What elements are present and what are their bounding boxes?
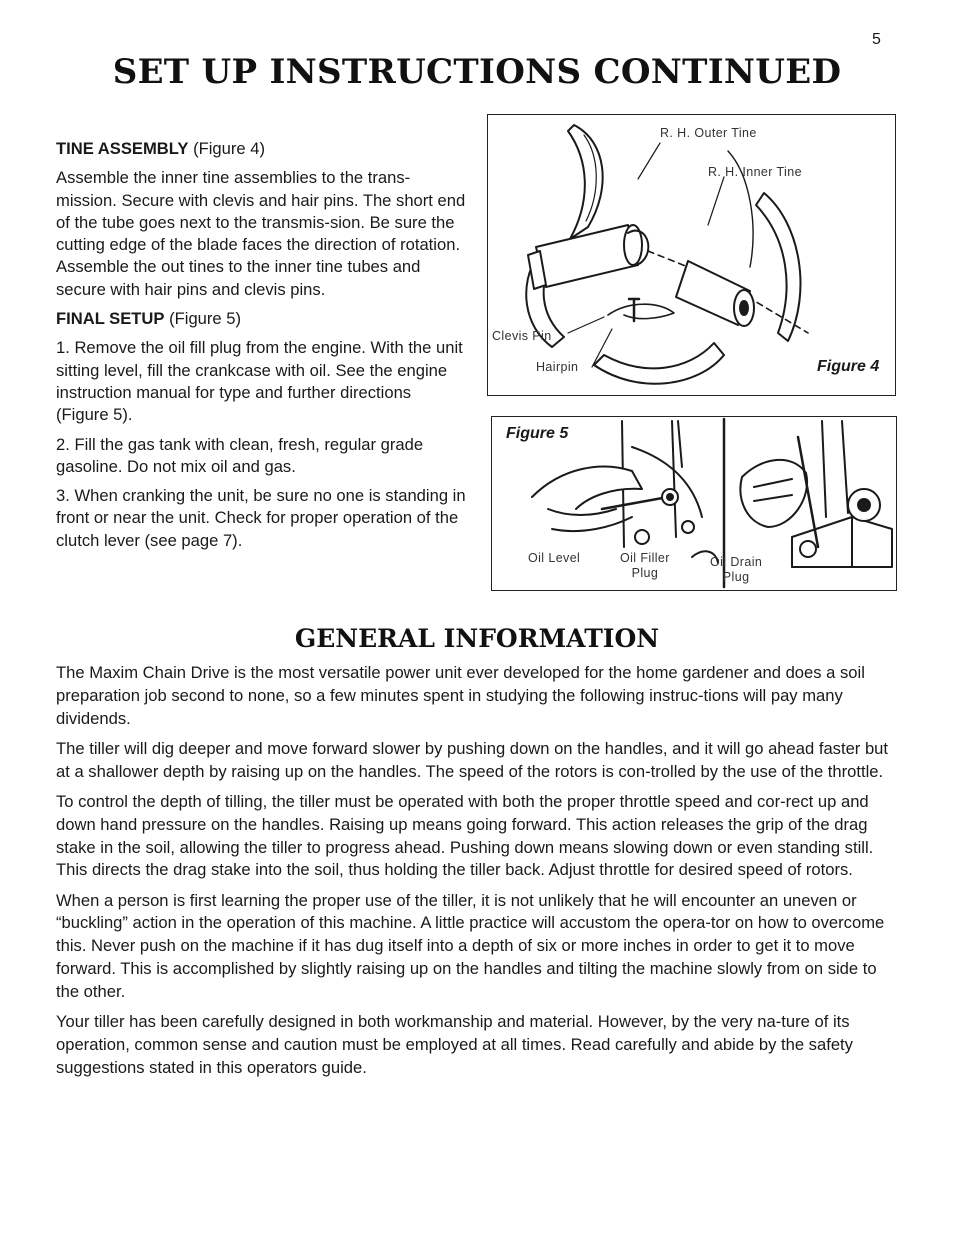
oil-filler-label-line-1: Oil Filler [620, 551, 670, 565]
inner-tine-label: R. H. Inner Tine [708, 165, 802, 179]
general-information-title: GENERAL INFORMATION [294, 624, 660, 653]
final-setup-figure-ref: (Figure 5) [164, 309, 242, 329]
final-setup-heading [56, 308, 468, 330]
figure-5-caption: Figure 5 [506, 425, 569, 442]
general-paragraph-2: The tiller will dig deeper and move forward slower by pushing down on the handles, and it will go ahead faster but at a shallower depth by raising up on the handles. The speed of the rotors is con-trolled by the use of the throttle. [56, 738, 889, 781]
general-paragraph-5: Your tiller has been carefully designed in both workmanship and material. However, by the very na-ture of its operation, common sense and caution must be employed at all times. Read carefully and abide by the safety suggestions stated in this operators guide. [56, 1012, 853, 1077]
final-setup-step-2: 2. Fill the gas tank with clean, fresh, regular grade gasoline. Do not mix oil and gas. [56, 434, 424, 476]
final-setup-step-1: 1. Remove the oil fill plug from the engine. With the unit sitting level, fill the crankcase with oil. See the engine instruction manual for type and further directions (Figure 5). [56, 338, 463, 425]
oil-drain-label-line-2: Plug [722, 570, 750, 584]
tine-assembly-heading [56, 138, 468, 160]
outer-tine-label: R. H. Outer Tine [660, 126, 757, 140]
clevis-pin-label: Clevis Pin [492, 329, 552, 343]
general-paragraph-4: When a person is first learning the proper use of the tiller, it is not unlikely that he will encounter an uneven or “buckling” action in the operation of this machine. A little practice will accustom the opera-tor on how to overcome this. Never push on the machine if it has dug itself into a depth of six or more inches in order to get it to move forward. This is accomplished by slightly raising up on the handles and tilting the machine slowly from on side to the other. [56, 890, 885, 1001]
general-information-body [56, 662, 900, 1087]
page-title: SET UP INSTRUCTIONS CONTINUED [112, 52, 842, 92]
tine-assembly-figure-ref: (Figure 4) [188, 139, 266, 158]
hairpin-label: Hairpin [536, 360, 579, 374]
tine-assembly-title: TINE ASSEMBLY [56, 139, 189, 158]
oil-filler-label-line-2: Plug [631, 566, 659, 580]
figure-5 [491, 416, 897, 591]
oil-drain-label-line-1: Oil Drain [710, 555, 763, 569]
final-setup-step-3: 3. When cranking the unit, be sure no one is standing in front or near the unit. Check for proper operation of the clutch lever (see page 7). [56, 486, 466, 550]
general-paragraph-1: The Maxim Chain Drive is the most versatile power unit ever developed for the home gardener and does a soil preparation job second to none, so a few minutes spent in studying the following instruc-tions will pay many dividends. [56, 663, 865, 728]
oil-drain-plug-label [710, 555, 762, 585]
page-number: 5 [872, 31, 881, 48]
oil-filler-plug-label [620, 551, 670, 581]
oil-level-label: Oil Level [528, 551, 581, 565]
tine-assembly-body: Assemble the inner tine assemblies to the trans-mission. Secure with clevis and hair pins. The short end of the tube goes next to the transmis-sion. Be sure the cutting edge of the blade faces the direction of rotation. Assemble the out tines to the inner tine tubes and secure with hair pins and clevis pins. [56, 168, 466, 299]
tine-assembly-illustration [488, 115, 894, 394]
general-paragraph-3: To control the depth of tilling, the tiller must be operated with both the proper throttle speed and cor-rect up and down hand pressure on the handles. Raising up means going forward. This action releases the grip of the drag stake in the soil, allowing the tiller to progress ahead. Pushing down means slowing down or even standing still. This directs the drag stake into the soil, thus holding the tiller back. Adjust throttle for desired speed of rotors. [56, 791, 874, 880]
final-setup-title: FINAL SETUP [56, 309, 165, 329]
setup-instructions-column [56, 138, 468, 559]
figure-4 [487, 114, 896, 396]
figure-4-caption: Figure 4 [817, 358, 880, 375]
